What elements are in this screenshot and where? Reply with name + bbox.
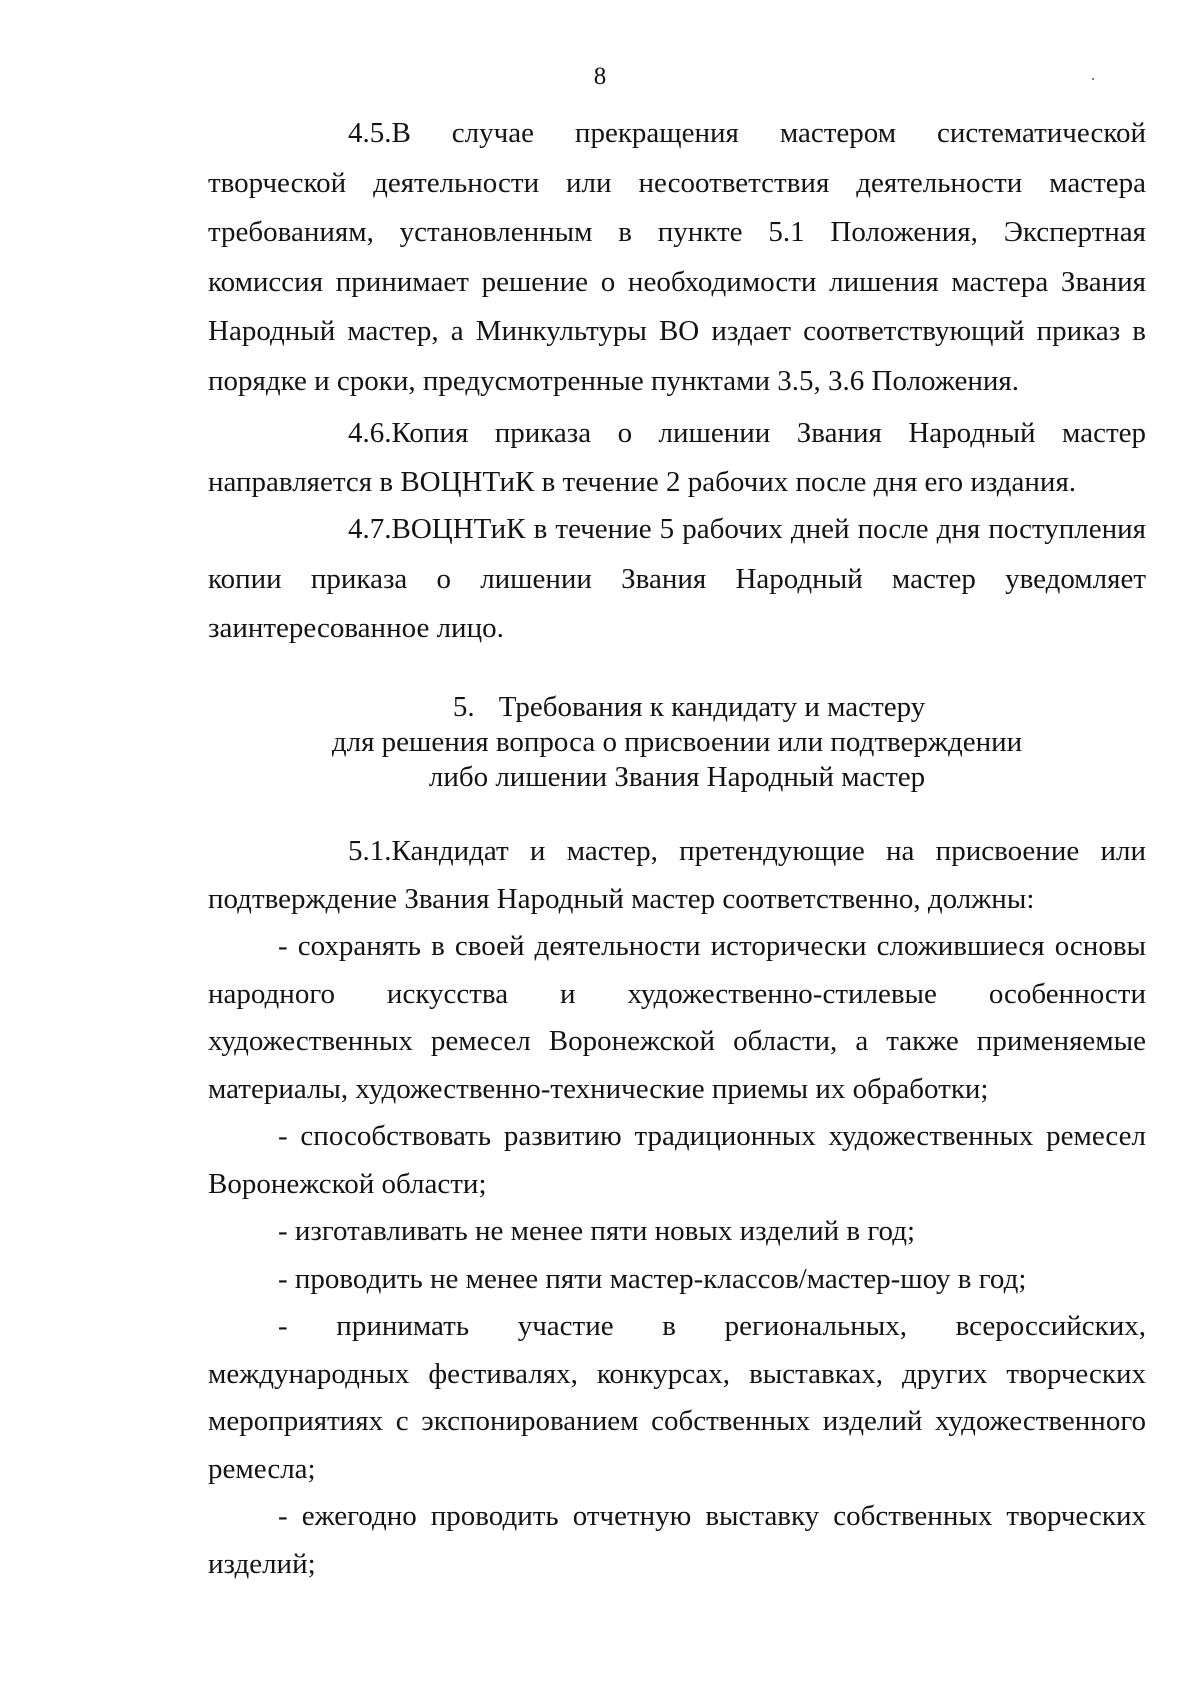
heading-line-1 xyxy=(208,690,1146,725)
paragraph-body: Копия приказа о лишении Звания Народный мастер направляется в ВОЦНТиК в течение 2 рабочих после дня его издания. xyxy=(208,417,1146,498)
paragraph-number: 4.6. xyxy=(348,417,392,449)
page-number: 8 xyxy=(593,63,607,90)
heading-line-3: либо лишении Звания Народный мастер xyxy=(428,761,926,793)
paragraph-body: Кандидат и мастер, претендующие на присвоение или подтверждение Звания Народный мастер соответственно, должны: xyxy=(208,835,1146,915)
requirement-item: - изготавливать не менее пяти новых изделий в год; xyxy=(278,1215,916,1247)
paragraph-body: В случае прекращения мастером систематической творческой деятельности или несоответствия деятельности мастера требованиям, установленным в пункте 5.1 Положения, Экспертная комиссия принимает решение о необходимости лишения мастера Звания Народный мастер, а Минкультуры ВО издает соответствующий приказ в порядке и сроки, предусмотренные пунктами 3.5, 3.6 Положения. xyxy=(208,117,1146,397)
requirement-item: - сохранять в своей деятельности исторически сложившиеся основы народного искусства и художественно-стилевые особенности художественных ремесел Воронежской области, а также применяемые материалы, художественно-технические приемы их обработки; xyxy=(208,930,1146,1105)
requirement-item: - принимать участие в региональных, всероссийских, международных фестивалях, конкурсах, выставках, других творческих мероприятиях с экспонированием собственных изделий художественного ремесла; xyxy=(208,1310,1146,1485)
paragraph-4-5 xyxy=(208,109,1146,406)
scan-speck xyxy=(1092,78,1094,80)
paragraph-body: ВОЦНТиК в течение 5 рабочих дней после дня поступления копии приказа о лишении Звания Народный мастер уведомляет заинтересованное лицо. xyxy=(208,513,1146,644)
section-number: 5. xyxy=(452,691,475,723)
paragraph-text xyxy=(208,505,1146,654)
heading-title: Требования к кандидату и мастеру xyxy=(498,691,926,723)
requirement-item: - способствовать развитию традиционных художественных ремесел Воронежской области; xyxy=(208,1120,1146,1200)
paragraph-number: 4.5. xyxy=(348,117,392,149)
paragraph-number: 4.7. xyxy=(348,513,392,545)
section-5-heading xyxy=(208,690,1146,795)
paragraph-number: 5.1. xyxy=(348,835,392,867)
paragraph-4-7 xyxy=(208,505,1146,654)
paragraph-5-1 xyxy=(208,828,1146,923)
requirement-item: - проводить не менее пяти мастер-классов/мастер-шоу в год; xyxy=(278,1262,1027,1295)
paragraph-text xyxy=(208,409,1146,507)
heading-line-2: для решения вопроса о присвоении или подтверждении xyxy=(331,726,1023,758)
paragraph-text xyxy=(208,109,1146,406)
requirement-item: - ежегодно проводить отчетную выставку собственных творческих изделий; xyxy=(208,1500,1146,1580)
paragraph-4-6 xyxy=(208,409,1146,507)
section-5-body xyxy=(208,828,1146,1588)
